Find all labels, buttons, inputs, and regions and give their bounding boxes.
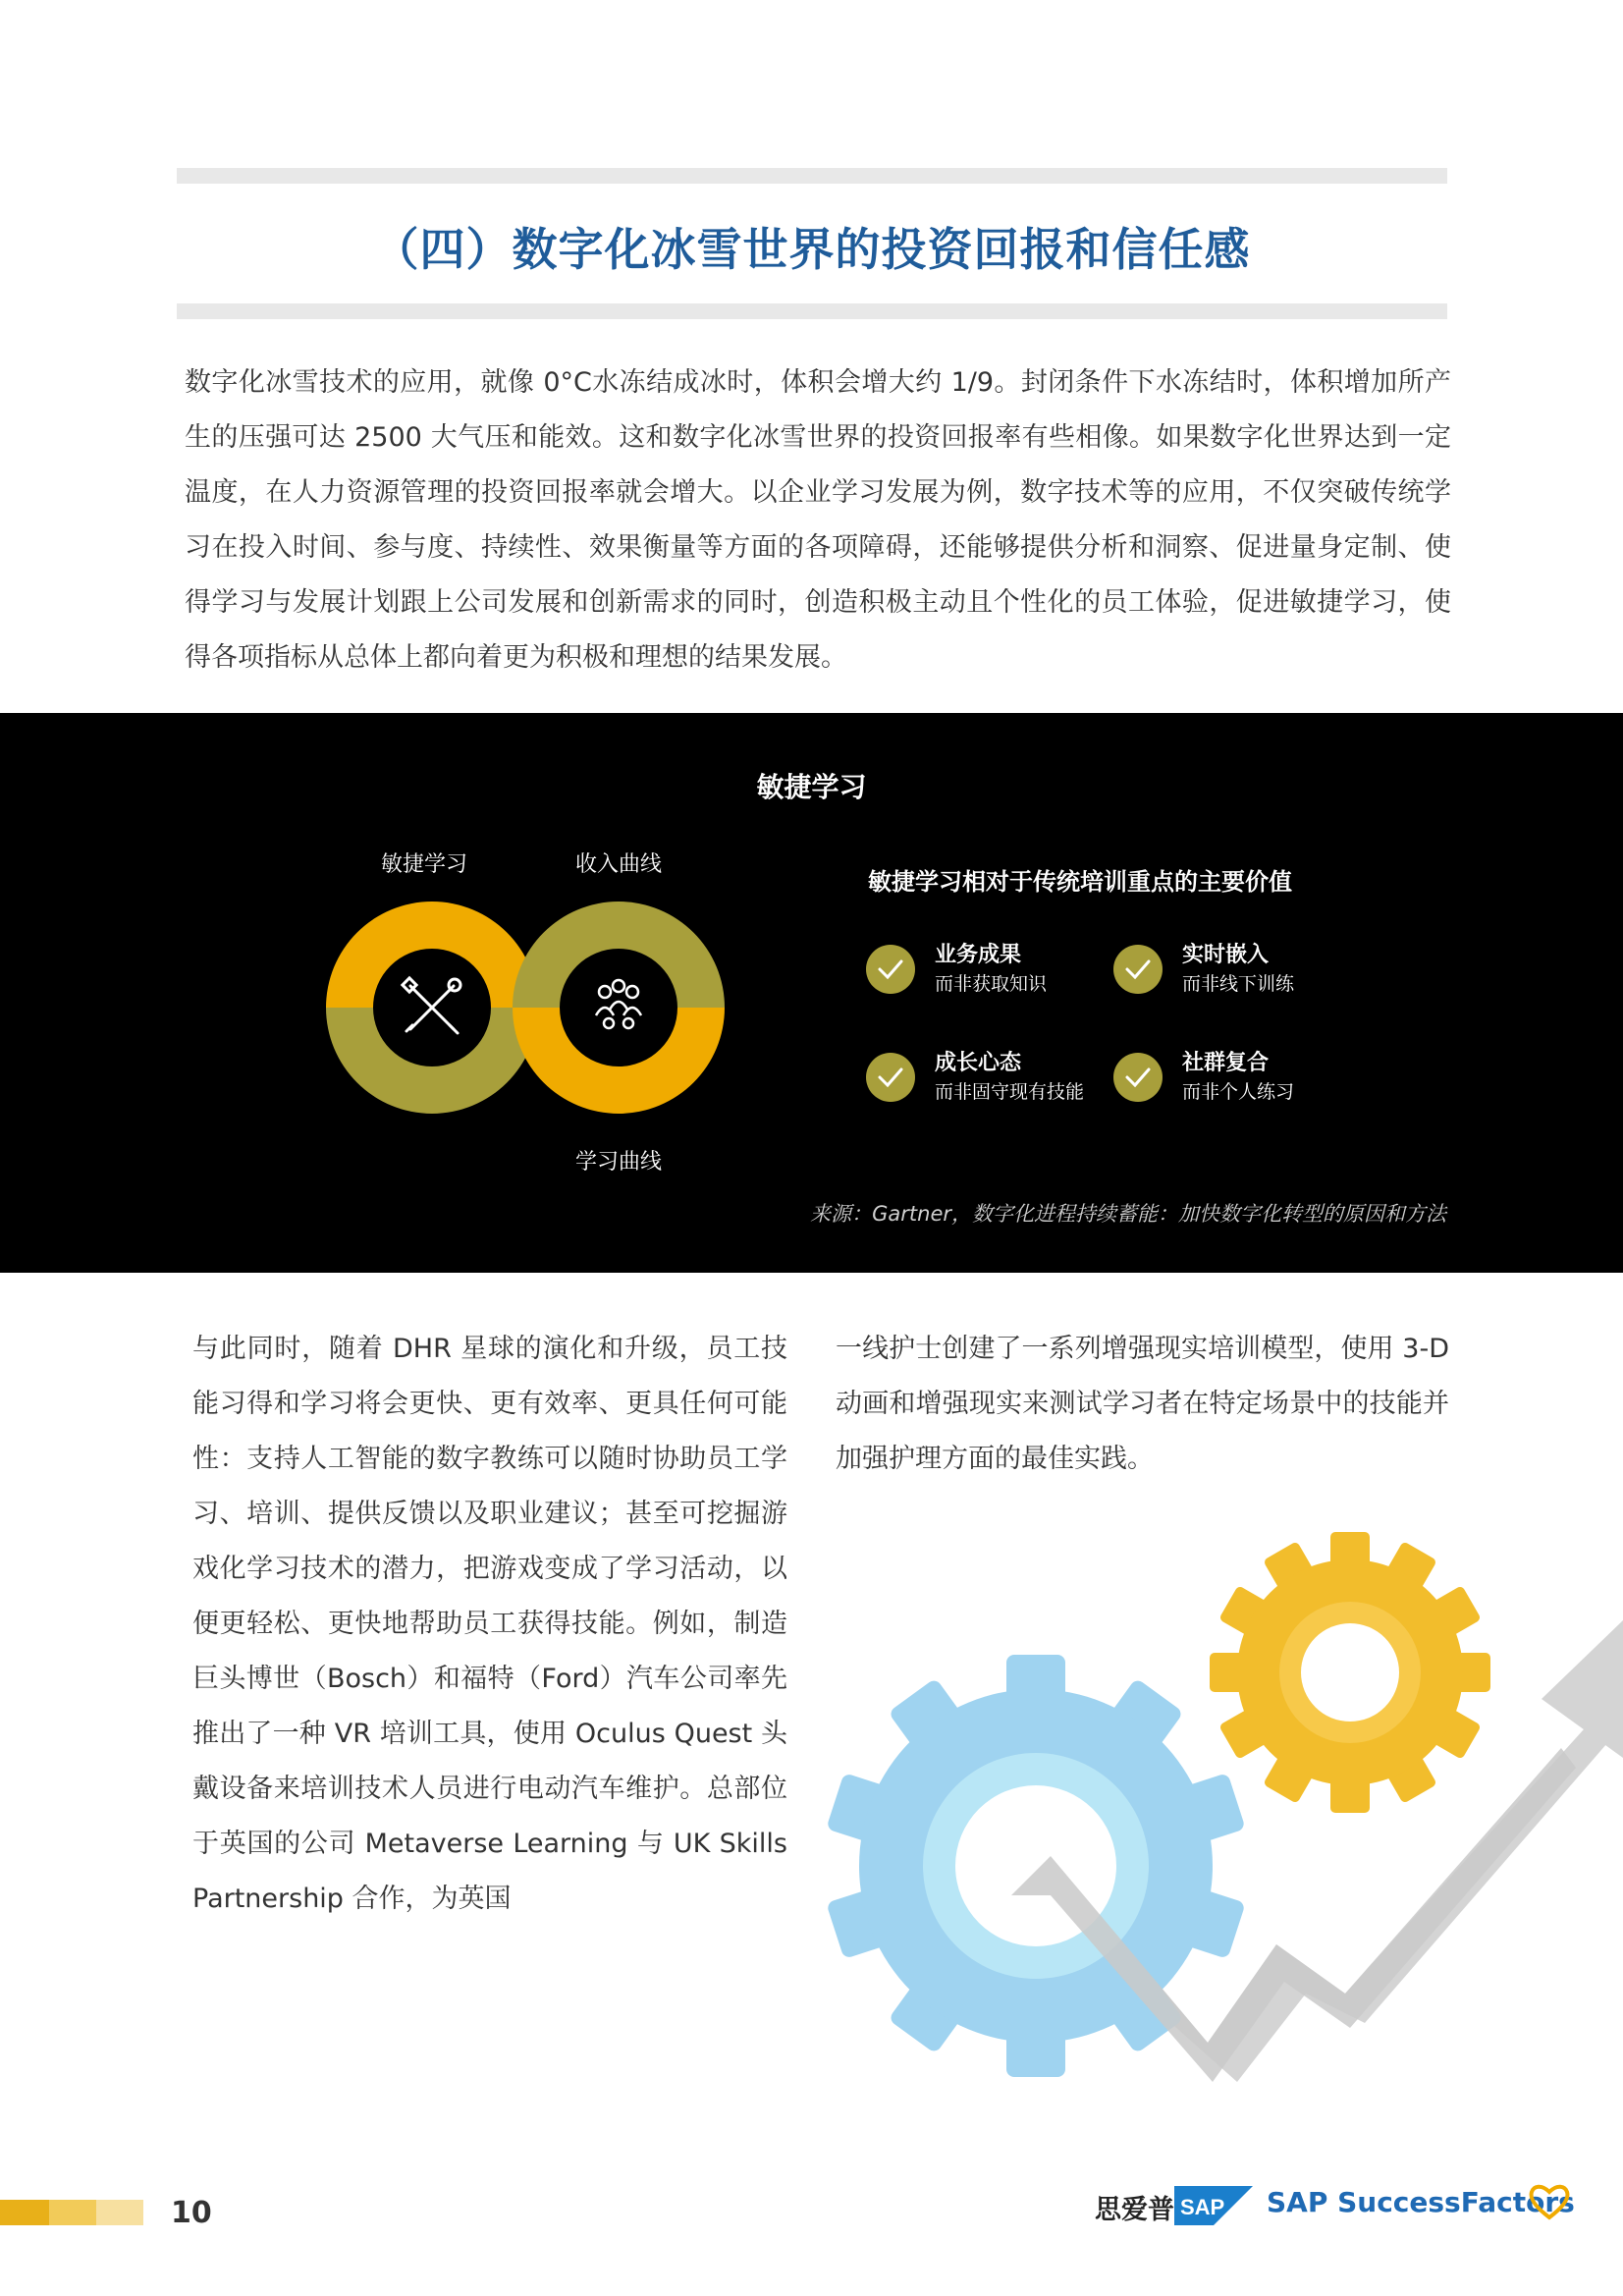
check-icon bbox=[1113, 1053, 1163, 1102]
value-item bbox=[866, 941, 1047, 998]
value-title: 敏捷学习相对于传统培训重点的主要价值 bbox=[868, 868, 1292, 896]
check-icon bbox=[866, 945, 915, 994]
heart-icon bbox=[1528, 2182, 1571, 2221]
svg-text:SAP: SAP bbox=[1180, 2195, 1225, 2219]
value-item bbox=[866, 1049, 1084, 1106]
value-sub: 而非个人练习 bbox=[1182, 1081, 1295, 1103]
value-sub: 而非线下训练 bbox=[1182, 973, 1295, 995]
brand-chinese-name: 思爱普 bbox=[1095, 2195, 1174, 2225]
value-heading: 社群复合 bbox=[1182, 1051, 1270, 1075]
value-sub: 而非固守现有技能 bbox=[935, 1081, 1085, 1103]
label-agile-learning: 敏捷学习 bbox=[381, 852, 468, 877]
label-revenue-curve: 收入曲线 bbox=[575, 852, 663, 877]
value-heading: 业务成果 bbox=[935, 943, 1022, 967]
sap-logo bbox=[1174, 2186, 1253, 2225]
footer-color-bar bbox=[0, 2200, 143, 2225]
value-heading: 成长心态 bbox=[935, 1051, 1022, 1075]
left-column-text: 与此同时，随着 DHR 星球的演化和升级，员工技能习得和学习将会更快、更有效率、更具任何可能性：支持人工智能的数字教练可以随时协助员工学习、培训、提供反馈以及职业建议；甚至可挖掘游戏化学习技术的潜力，把游戏变成了学习活动，以便更轻松、更快地帮助员工获得技能。例如，制造巨头博世（Bosch）和福特（Ford）汽车公司率先推出了一种 VR 培训工具，使用 Oculus Quest 头戴设备来培训技术人员进行电动汽车维护。总部位于英国的公司 Metaverse Learning 与 UK Skills Partnership 合作，为英国 bbox=[192, 1334, 787, 1914]
gears-illustration bbox=[815, 1532, 1623, 2082]
right-column-text: 一线护士创建了一系列增强现实培训模型，使用 3-D 动画和增强现实来测试学习者在特定场景中的技能并加强护理方面的最佳实践。 bbox=[836, 1334, 1449, 1474]
value-item bbox=[1113, 941, 1294, 998]
page-number: 10 bbox=[171, 2196, 212, 2230]
brand-sap-successfactors: SAP SuccessFactors bbox=[1267, 2186, 1575, 2218]
check-icon bbox=[866, 1053, 915, 1102]
yellow-gear-icon bbox=[1210, 1532, 1490, 1813]
check-icon bbox=[1113, 945, 1163, 994]
figure-source: 来源：Gartner，数字化进程持续蓄能：加快数字化转型的原因和方法 bbox=[810, 1202, 1446, 1226]
value-sub: 而非获取知识 bbox=[935, 973, 1048, 995]
section-title: （四）数字化冰雪世界的投资回报和信任感 bbox=[373, 223, 1251, 276]
bottom-divider bbox=[177, 303, 1447, 319]
top-divider bbox=[177, 168, 1447, 184]
value-heading: 实时嵌入 bbox=[1182, 943, 1270, 967]
label-learning-curve: 学习曲线 bbox=[575, 1150, 663, 1175]
intro-paragraph: 数字化冰雪技术的应用，就像 0°C水冻结成冰时，体积会增大约 1/9。封闭条件下水冻结时，体积增加所产生的压强可达 2500 大气压和能效。这和数字化冰雪世界的投资回报率有些相像。如果数字化世界达到一定温度，在人力资源管理的投资回报率就会增大。以企业学习发展为例，数字技术等的应用，不仅突破传统学习在投入时间、参与度、持续性、效果衡量等方面的各项障碍，还能够提供分析和洞察、促进量身定制、使得学习与发展计划跟上公司发展和创新需求的同时，创造积极主动且个性化的员工体验，促进敏捷学习，使得各项指标从总体上都向着更为积极和理想的结果发展。 bbox=[185, 367, 1451, 673]
value-item bbox=[1113, 1049, 1294, 1106]
infinity-diagram bbox=[314, 890, 746, 1125]
figure-title: 敏捷学习 bbox=[756, 771, 867, 803]
agile-learning-figure bbox=[0, 713, 1623, 1273]
